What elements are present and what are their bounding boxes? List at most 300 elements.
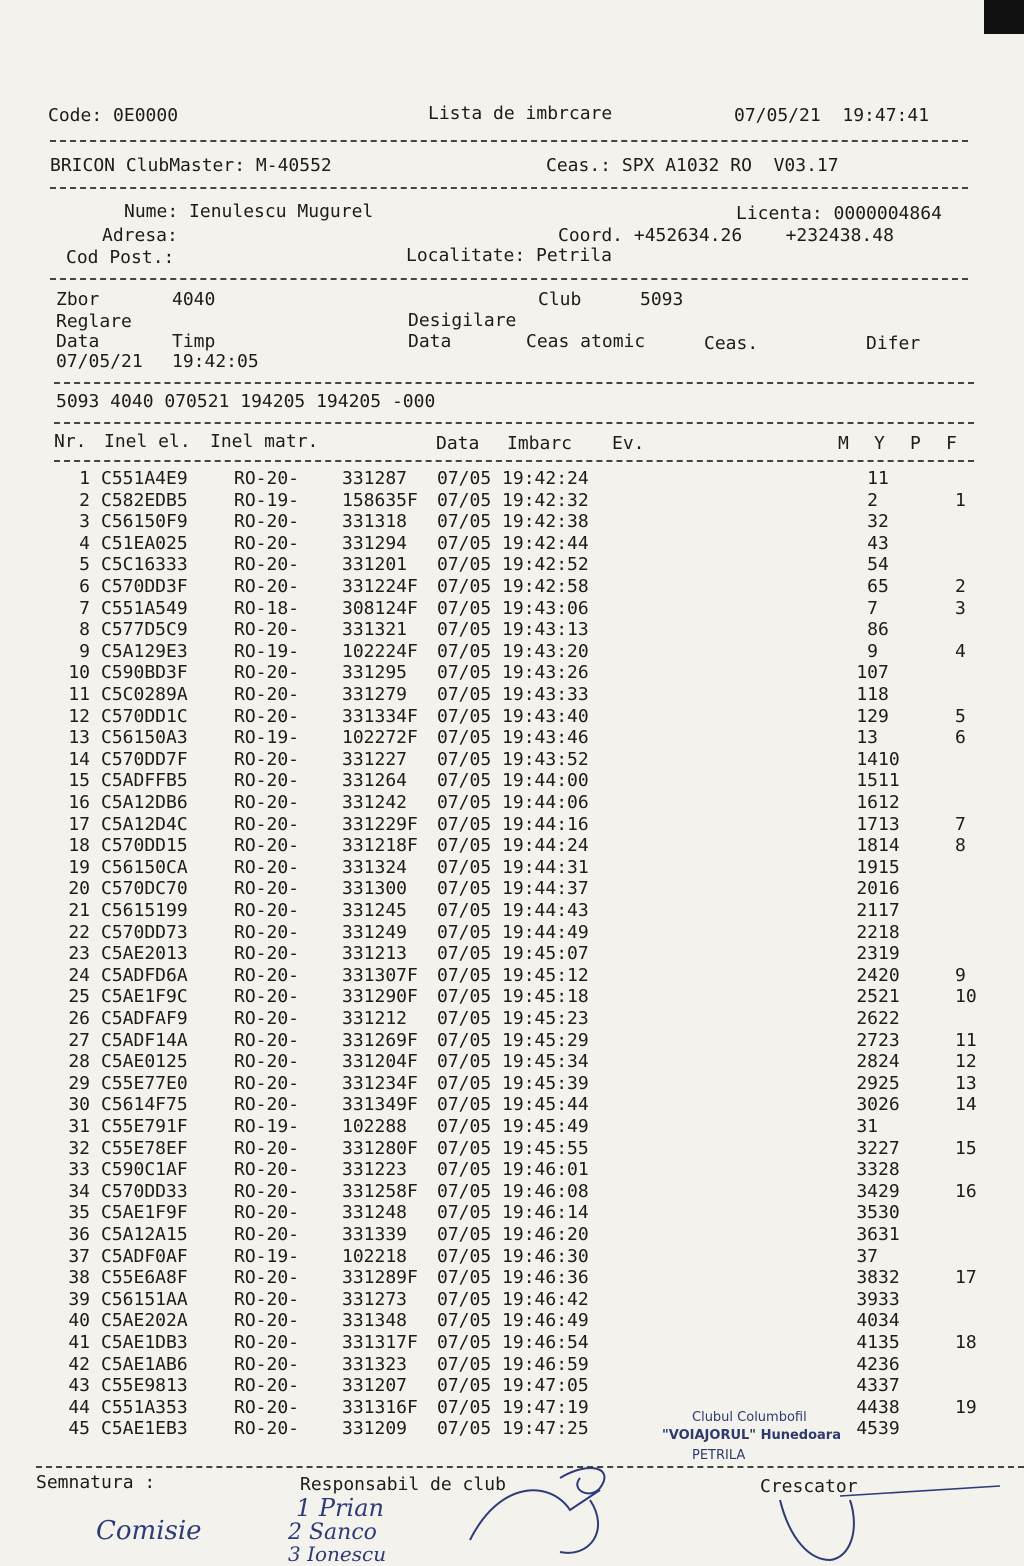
electronic-ring: C5AE1F9F [101, 1202, 188, 1224]
arrival-datetime: 07/05 19:46:08 [437, 1180, 589, 1202]
ring-series: RO-20- [234, 662, 300, 684]
ring-series: RO-20- [234, 619, 300, 641]
table-row [0, 1138, 1024, 1160]
rank-y: 8 [878, 684, 889, 705]
row-number: 16 [68, 792, 90, 813]
rank-f: 14 [955, 1094, 977, 1116]
arrival-datetime: 07/05 19:46:59 [437, 1353, 589, 1375]
desigilare-data-label: Data [408, 331, 452, 352]
rank-m: 29 [856, 1072, 878, 1094]
ring-series: RO-20- [234, 1332, 300, 1353]
rank-m: 6 [867, 576, 878, 597]
electronic-ring: C582EDB5 [101, 489, 188, 511]
col-nr: Nr. [54, 431, 87, 452]
document-title: Lista de imbrcare [428, 103, 613, 124]
row-number: 43 [68, 1375, 90, 1397]
ring-series: RO-20- [234, 1180, 300, 1202]
col-ev: Ev. [612, 433, 645, 454]
ring-series: RO-20- [234, 1202, 300, 1224]
ring-number: 308124F [342, 597, 418, 619]
ring-series: RO-20- [234, 792, 300, 813]
arrival-datetime: 07/05 19:45:49 [437, 1116, 589, 1137]
ring-series: RO-20- [234, 554, 300, 576]
rank-m: 39 [856, 1288, 878, 1310]
rank-m: 19 [856, 856, 878, 878]
ring-number: 331264 [342, 770, 408, 792]
rank-y: 20 [878, 964, 900, 986]
breeder-label: Crescator [760, 1476, 858, 1497]
col-y: Y [874, 433, 885, 454]
rank-m: 40 [856, 1310, 878, 1332]
table-row [0, 1267, 1024, 1289]
ring-series: RO-20- [234, 576, 300, 597]
rank-m: 25 [856, 986, 878, 1008]
rank-y: 30 [878, 1202, 900, 1224]
rank-m: 18 [856, 835, 878, 857]
row-number: 5 [79, 554, 90, 576]
rank-y: 7 [878, 662, 889, 684]
rank-y: 2 [878, 511, 889, 533]
arrival-datetime: 07/05 19:42:32 [437, 489, 589, 511]
divider [54, 460, 974, 462]
rank-y: 21 [878, 986, 900, 1008]
timp-label: Timp [172, 331, 216, 352]
table-row [0, 878, 1024, 900]
col-m: M [838, 433, 849, 454]
ring-series: RO-20- [234, 1353, 300, 1375]
electronic-ring: C551A4E9 [101, 468, 188, 489]
postal-code-label: Cod Post.: [66, 247, 175, 268]
rank-f: 11 [955, 1029, 977, 1051]
row-number: 24 [68, 964, 90, 986]
rank-m: 5 [867, 554, 878, 576]
rank-m: 15 [856, 770, 878, 792]
rank-m: 34 [856, 1180, 878, 1202]
table-row [0, 1073, 1024, 1095]
row-number: 20 [68, 878, 90, 900]
ring-number: 331334F [342, 705, 418, 727]
rank-y: 3 [878, 532, 889, 554]
ring-series: RO-20- [234, 1094, 300, 1116]
ring-number: 331245 [342, 900, 408, 921]
table-row [0, 576, 1024, 598]
col-f: F [946, 433, 957, 454]
rank-y: 10 [878, 748, 900, 770]
row-number: 18 [68, 835, 90, 857]
rank-m: 32 [856, 1137, 878, 1159]
electronic-ring: C551A353 [101, 1396, 188, 1418]
ring-series: RO-20- [234, 921, 300, 943]
electronic-ring: C570DD1C [101, 705, 188, 727]
rank-y: 38 [878, 1396, 900, 1418]
electronic-ring: C570DD7F [101, 748, 188, 770]
electronic-ring: C5ADFAF9 [101, 1008, 188, 1029]
ring-number: 331218F [342, 835, 418, 857]
arrival-datetime: 07/05 19:46:14 [437, 1202, 589, 1224]
rank-m: 21 [856, 900, 878, 921]
rank-f: 9 [955, 964, 966, 986]
arrival-datetime: 07/05 19:46:36 [437, 1267, 589, 1289]
row-number: 3 [79, 511, 90, 533]
rank-y: 22 [878, 1008, 900, 1029]
table-row [0, 641, 1024, 663]
rank-m: 11 [856, 684, 878, 705]
ring-number: 331242 [342, 792, 408, 813]
rank-y: 31 [878, 1224, 900, 1245]
arrival-datetime: 07/05 19:42:44 [437, 532, 589, 554]
ring-series: RO-19- [234, 1245, 300, 1267]
ring-series: RO-20- [234, 1310, 300, 1332]
row-number: 2 [79, 489, 90, 511]
row-number: 32 [68, 1137, 90, 1159]
arrival-datetime: 07/05 19:45:34 [437, 1051, 589, 1073]
table-row [0, 598, 1024, 620]
table-row [0, 835, 1024, 857]
electronic-ring: C55E77E0 [101, 1072, 188, 1094]
col-imbarc: Imbarc [507, 433, 573, 454]
arrival-datetime: 07/05 19:45:07 [437, 943, 589, 965]
row-number: 9 [79, 640, 90, 662]
rank-m: 44 [856, 1396, 878, 1418]
flight-code-line: 5093 4040 070521 194205 194205 -000 [56, 391, 436, 412]
ring-series: RO-20- [234, 1072, 300, 1094]
ring-series: RO-20- [234, 1288, 300, 1310]
rank-y: 24 [878, 1051, 900, 1073]
rank-y: 39 [878, 1418, 900, 1440]
rank-m: 45 [856, 1418, 878, 1440]
handwritten-commission: Comisie [96, 1516, 202, 1546]
rank-m: 4 [867, 532, 878, 554]
difer-label: Difer [866, 333, 921, 354]
arrival-datetime: 07/05 19:46:54 [437, 1332, 589, 1353]
rank-m: 2 [867, 489, 878, 511]
col-inel-matr: Inel matr. [210, 431, 319, 452]
licence-number: Licenta: 0000004864 [736, 203, 942, 224]
arrival-datetime: 07/05 19:44:31 [437, 856, 589, 878]
table-row [0, 1202, 1024, 1224]
reglare-date: 07/05/21 [56, 351, 143, 372]
ring-number: 331323 [342, 1353, 408, 1375]
arrival-datetime: 07/05 19:42:38 [437, 511, 589, 533]
locality: Localitate: Petrila [406, 245, 612, 266]
rank-m: 28 [856, 1051, 878, 1073]
electronic-ring: C5A129E3 [101, 640, 188, 662]
ceas-atomic-label: Ceas atomic [526, 331, 646, 352]
electronic-ring: C5A12A15 [101, 1224, 188, 1245]
ring-number: 331321 [342, 619, 408, 641]
rank-y: 5 [878, 576, 889, 597]
arrival-datetime: 07/05 19:44:06 [437, 792, 589, 813]
row-number: 1 [79, 468, 90, 489]
electronic-ring: C5AE202A [101, 1310, 188, 1332]
table-row [0, 1008, 1024, 1030]
row-number: 28 [68, 1051, 90, 1073]
electronic-ring: C5ADF0AF [101, 1245, 188, 1267]
electronic-ring: C577D5C9 [101, 619, 188, 641]
table-row [0, 965, 1024, 987]
table-row [0, 922, 1024, 944]
ring-series: RO-20- [234, 813, 300, 835]
ring-series: RO-20- [234, 1008, 300, 1029]
rank-m: 3 [867, 511, 878, 533]
rank-y: 18 [878, 921, 900, 943]
ring-series: RO-20- [234, 900, 300, 921]
rank-m: 14 [856, 748, 878, 770]
arrival-datetime: 07/05 19:47:19 [437, 1396, 589, 1418]
rank-f: 6 [955, 727, 966, 749]
rank-m: 43 [856, 1375, 878, 1397]
ring-series: RO-20- [234, 705, 300, 727]
rank-f: 13 [955, 1072, 977, 1094]
rank-m: 20 [856, 878, 878, 900]
row-number: 21 [68, 900, 90, 921]
row-number: 29 [68, 1072, 90, 1094]
row-number: 12 [68, 705, 90, 727]
club-responsible-label: Responsabil de club [300, 1474, 506, 1495]
table-row [0, 619, 1024, 641]
row-number: 44 [68, 1396, 90, 1418]
row-number: 26 [68, 1008, 90, 1029]
ring-series: RO-20- [234, 770, 300, 792]
rank-m: 12 [856, 705, 878, 727]
rank-m: 36 [856, 1224, 878, 1245]
ring-series: RO-20- [234, 1267, 300, 1289]
rank-y: 17 [878, 900, 900, 921]
row-number: 36 [68, 1224, 90, 1245]
electronic-ring: C5C16333 [101, 554, 188, 576]
electronic-ring: C5AE1AB6 [101, 1353, 188, 1375]
ring-series: RO-20- [234, 468, 300, 489]
ring-number: 331204F [342, 1051, 418, 1073]
row-number: 41 [68, 1332, 90, 1353]
electronic-ring: C56150CA [101, 856, 188, 878]
rank-y: 15 [878, 856, 900, 878]
rank-f: 7 [955, 813, 966, 835]
ring-series: RO-20- [234, 532, 300, 554]
rank-f: 2 [955, 576, 966, 597]
arrival-datetime: 07/05 19:45:18 [437, 986, 589, 1008]
rank-m: 35 [856, 1202, 878, 1224]
electronic-ring: C5AE1DB3 [101, 1332, 188, 1353]
table-row [0, 554, 1024, 576]
ring-number: 331290F [342, 986, 418, 1008]
table-row [0, 511, 1024, 533]
handwritten-member-3: 3 Ionescu [288, 1542, 387, 1566]
electronic-ring: C55E9813 [101, 1375, 188, 1397]
rank-m: 30 [856, 1094, 878, 1116]
rank-y: 13 [878, 813, 900, 835]
ring-number: 331289F [342, 1267, 418, 1289]
ring-series: RO-20- [234, 1375, 300, 1397]
rank-m: 16 [856, 792, 878, 813]
table-row [0, 1116, 1024, 1138]
ring-number: 331295 [342, 662, 408, 684]
electronic-ring: C55E791F [101, 1116, 188, 1137]
row-number: 19 [68, 856, 90, 878]
handwritten-signatures [440, 1440, 1024, 1566]
table-row [0, 533, 1024, 555]
ring-number: 331294 [342, 532, 408, 554]
club-stamp: Clubul Columbofil "VOIAJORUL" Hunedoara PETRILA [662, 1410, 841, 1463]
ring-number: 331300 [342, 878, 408, 900]
rank-m: 33 [856, 1159, 878, 1181]
ring-number: 331212 [342, 1008, 408, 1029]
arrival-datetime: 07/05 19:42:52 [437, 554, 589, 576]
ring-number: 102272F [342, 727, 418, 749]
electronic-ring: C56150F9 [101, 511, 188, 533]
divider [54, 382, 974, 384]
row-number: 15 [68, 770, 90, 792]
code-label: Code: 0E0000 [48, 105, 179, 126]
ring-series: RO-20- [234, 1029, 300, 1051]
ring-number: 331273 [342, 1288, 408, 1310]
table-row [0, 468, 1024, 490]
ring-series: RO-18- [234, 597, 300, 619]
electronic-ring: C5ADFD6A [101, 964, 188, 986]
table-row [0, 1332, 1024, 1354]
coordinates: Coord. +452634.26 +232438.48 [558, 225, 894, 246]
table-row [0, 1354, 1024, 1376]
rank-y: 25 [878, 1072, 900, 1094]
ring-number: 331280F [342, 1137, 418, 1159]
ring-series: RO-19- [234, 489, 300, 511]
arrival-datetime: 07/05 19:45:55 [437, 1137, 589, 1159]
rank-f: 18 [955, 1332, 977, 1353]
row-number: 25 [68, 986, 90, 1008]
table-row [0, 1159, 1024, 1181]
ring-number: 102218 [342, 1245, 408, 1267]
electronic-ring: C5ADFFB5 [101, 770, 188, 792]
table-row [0, 1181, 1024, 1203]
ceas-col-label: Ceas. [704, 333, 759, 354]
arrival-datetime: 07/05 19:44:24 [437, 835, 589, 857]
ring-series: RO-20- [234, 943, 300, 965]
ring-number: 331224F [342, 576, 418, 597]
rank-y: 29 [878, 1180, 900, 1202]
row-number: 11 [68, 684, 90, 705]
ring-series: RO-20- [234, 1137, 300, 1159]
table-row [0, 986, 1024, 1008]
row-number: 6 [79, 576, 90, 597]
electronic-ring: C551A549 [101, 597, 188, 619]
ring-series: RO-20- [234, 964, 300, 986]
row-number: 7 [79, 597, 90, 619]
table-row [0, 770, 1024, 792]
electronic-ring: C55E78EF [101, 1137, 188, 1159]
ring-series: RO-19- [234, 640, 300, 662]
ring-number: 331287 [342, 468, 408, 489]
table-row [0, 1051, 1024, 1073]
row-number: 13 [68, 727, 90, 749]
scan-corner [984, 0, 1024, 34]
rank-y: 27 [878, 1137, 900, 1159]
ring-number: 331201 [342, 554, 408, 576]
row-number: 34 [68, 1180, 90, 1202]
electronic-ring: C5ADF14A [101, 1029, 188, 1051]
ring-number: 331207 [342, 1375, 408, 1397]
ring-number: 331324 [342, 856, 408, 878]
table-row [0, 490, 1024, 512]
row-number: 27 [68, 1029, 90, 1051]
arrival-datetime: 07/05 19:46:30 [437, 1245, 589, 1267]
table-row [0, 749, 1024, 771]
table-row [0, 792, 1024, 814]
club-label: Club [538, 289, 582, 310]
owner-name: Nume: Ienulescu Mugurel [124, 201, 374, 222]
table-row [0, 1289, 1024, 1311]
row-number: 37 [68, 1245, 90, 1267]
rank-y: 16 [878, 878, 900, 900]
divider [50, 187, 968, 189]
row-number: 39 [68, 1288, 90, 1310]
ring-series: RO-20- [234, 1159, 300, 1181]
row-number: 14 [68, 748, 90, 770]
rank-f: 4 [955, 640, 966, 662]
rank-m: 8 [867, 619, 878, 641]
ring-number: 331348 [342, 1310, 408, 1332]
arrival-datetime: 07/05 19:47:05 [437, 1375, 589, 1397]
print-datetime: 07/05/21 19:47:41 [734, 105, 930, 126]
rank-f: 3 [955, 597, 966, 619]
table-row [0, 662, 1024, 684]
ring-series: RO-20- [234, 1418, 300, 1440]
arrival-datetime: 07/05 19:43:20 [437, 640, 589, 662]
table-row [0, 900, 1024, 922]
row-number: 4 [79, 532, 90, 554]
ring-number: 331213 [342, 943, 408, 965]
rank-m: 24 [856, 964, 878, 986]
rank-f: 19 [955, 1396, 977, 1418]
rank-m: 17 [856, 813, 878, 835]
arrival-datetime: 07/05 19:44:00 [437, 770, 589, 792]
ring-number: 331209 [342, 1418, 408, 1440]
signature-label: Semnatura : [36, 1472, 156, 1493]
ring-number: 331279 [342, 684, 408, 705]
arrival-datetime: 07/05 19:42:58 [437, 576, 589, 597]
electronic-ring: C570DD33 [101, 1180, 188, 1202]
electronic-ring: C5A12DB6 [101, 792, 188, 813]
ring-series: RO-20- [234, 835, 300, 857]
arrival-datetime: 07/05 19:43:13 [437, 619, 589, 641]
rank-y: 9 [878, 705, 889, 727]
electronic-ring: C570DD15 [101, 835, 188, 857]
rank-f: 12 [955, 1051, 977, 1073]
arrival-datetime: 07/05 19:45:23 [437, 1008, 589, 1029]
table-row [0, 1030, 1024, 1052]
arrival-datetime: 07/05 19:45:12 [437, 964, 589, 986]
col-inel-el: Inel el. [104, 431, 191, 452]
handwritten-member-2: 2 Sanco [288, 1520, 377, 1545]
rank-m: 1 [867, 468, 878, 489]
arrival-datetime: 07/05 19:43:46 [437, 727, 589, 749]
rank-m: 13 [856, 727, 878, 749]
ceas-label: Ceas.: SPX A1032 RO V03.17 [546, 155, 839, 176]
col-data: Data [436, 433, 480, 454]
rank-y: 6 [878, 619, 889, 641]
table-row [0, 1094, 1024, 1116]
rank-y: 33 [878, 1288, 900, 1310]
electronic-ring: C5615199 [101, 900, 188, 921]
rank-f: 1 [955, 489, 966, 511]
ring-series: RO-20- [234, 878, 300, 900]
row-number: 35 [68, 1202, 90, 1224]
arrival-datetime: 07/05 19:46:49 [437, 1310, 589, 1332]
ring-number: 331234F [342, 1072, 418, 1094]
table-row [0, 1375, 1024, 1397]
rank-f: 5 [955, 705, 966, 727]
electronic-ring: C5AE2013 [101, 943, 188, 965]
rank-y: 23 [878, 1029, 900, 1051]
